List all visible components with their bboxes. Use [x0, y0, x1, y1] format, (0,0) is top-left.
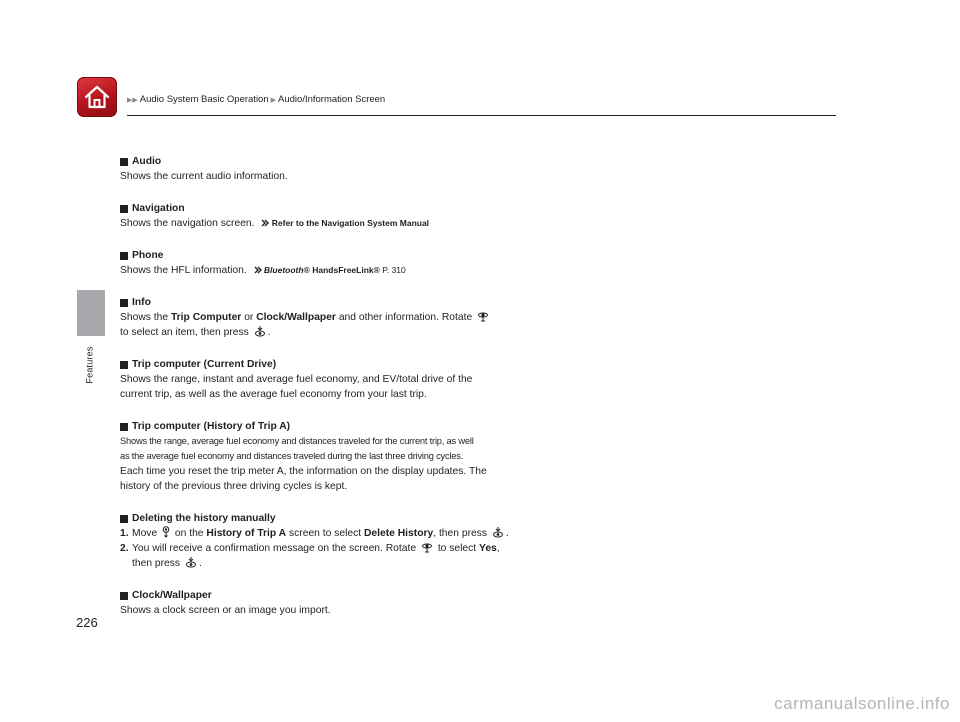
square-bullet-icon	[120, 158, 128, 166]
section-heading	[120, 248, 580, 263]
body-text: Shows the range, average fuel economy and distances traveled for the current trip, as well	[120, 436, 474, 446]
reference-arrow-icon	[261, 219, 269, 227]
interface-dial-press-icon	[254, 325, 266, 337]
square-bullet-icon	[120, 252, 128, 260]
breadcrumb-arrow-icon: ▶▶	[127, 96, 138, 104]
step-text	[132, 526, 509, 541]
section-body	[120, 263, 580, 278]
body-text: or	[241, 312, 257, 323]
heading-text: Phone	[132, 250, 164, 261]
section-trip-current	[120, 357, 580, 402]
section-body: Shows the current audio information.	[120, 171, 288, 182]
heading-text: Navigation	[132, 203, 185, 214]
section-body	[120, 310, 580, 340]
page-content	[120, 154, 580, 635]
navigation-manual-link[interactable]	[261, 218, 429, 228]
section-body	[120, 372, 580, 402]
step-number: 1.	[120, 528, 129, 539]
square-bullet-icon	[120, 592, 128, 600]
heading-text: Trip computer (Current Drive)	[132, 359, 277, 370]
body-text: to select an item, then press	[120, 327, 252, 338]
body-text: current trip, as well as the average fuel economy from your last trip.	[120, 389, 427, 400]
body-text: then press	[132, 558, 183, 569]
body-text: Each time you reset the trip meter A, the information on the display updates. The	[120, 466, 487, 477]
step-text	[132, 541, 500, 571]
body-text: , then press	[433, 528, 490, 539]
section-phone	[120, 248, 580, 278]
heading-text: Audio	[132, 156, 162, 167]
square-bullet-icon	[120, 423, 128, 431]
section-heading	[120, 511, 580, 526]
interface-dial-rotate-icon	[477, 310, 489, 322]
heading-text: Trip computer (History of Trip A)	[132, 421, 291, 432]
watermark: carmanualsonline.info	[774, 694, 950, 713]
section-navigation	[120, 201, 580, 231]
link-text: Refer to the Navigation System Manual	[271, 218, 430, 228]
body-text: .	[198, 558, 202, 569]
body-text: .	[505, 528, 509, 539]
header-divider	[127, 115, 836, 116]
home-button[interactable]	[77, 77, 117, 117]
term-yes: Yes	[479, 543, 497, 554]
section-heading	[120, 154, 580, 169]
section-audio	[120, 154, 580, 184]
body-text: Move	[132, 528, 161, 539]
section-heading	[120, 201, 580, 216]
section-body	[120, 434, 580, 494]
body-text: Shows the range, instant and average fuel economy, and EV/total drive of the	[120, 374, 473, 385]
square-bullet-icon	[120, 515, 128, 523]
body-text: You will receive a confirmation message on the screen. Rotate	[132, 543, 419, 554]
interface-dial-rotate-icon	[421, 541, 433, 553]
term-clock-wallpaper: Clock/Wallpaper	[256, 312, 336, 323]
section-info	[120, 295, 580, 340]
step-number: 2.	[120, 543, 129, 554]
breadcrumb-page-link[interactable]: Audio/Information Screen	[278, 94, 386, 105]
section-body: Shows a clock screen or an image you import.	[120, 605, 331, 616]
chapter-label: Features	[84, 346, 95, 384]
breadcrumb-section-link[interactable]: Audio System Basic Operation	[139, 94, 269, 105]
section-heading	[120, 588, 580, 603]
interface-dial-press-icon	[185, 556, 197, 568]
body-text: Shows the	[120, 312, 171, 323]
breadcrumb	[127, 94, 385, 105]
section-heading	[120, 419, 580, 434]
body-text: Shows the navigation screen.	[120, 218, 255, 229]
body-text: screen to select	[286, 528, 364, 539]
section-body	[120, 216, 580, 231]
step-1	[120, 526, 580, 541]
heading-text: Deleting the history manually	[132, 513, 276, 524]
section-trip-history	[120, 419, 580, 494]
link-page: P. 310	[382, 265, 406, 275]
link-text: ® HandsFreeLink®	[303, 265, 380, 275]
section-clock-wallpaper	[120, 588, 580, 618]
term-trip-computer: Trip Computer	[170, 312, 242, 323]
handsfreelink-link[interactable]	[254, 265, 406, 275]
page-number: 226	[76, 615, 98, 630]
section-deleting-history	[120, 511, 580, 571]
body-text: and other information. Rotate	[335, 312, 476, 323]
link-text-italic: Bluetooth	[263, 265, 304, 275]
body-text: as the average fuel economy and distances traveled during the last three driving cycles.	[120, 451, 464, 461]
interface-dial-press-icon	[492, 526, 504, 538]
square-bullet-icon	[120, 361, 128, 369]
term-history-of-trip-a: History of Trip A	[206, 528, 287, 539]
section-heading	[120, 295, 580, 310]
breadcrumb-arrow-icon: ▶	[270, 96, 277, 104]
interface-dial-move-icon	[162, 526, 170, 538]
chapter-tab[interactable]	[77, 290, 105, 336]
home-icon	[83, 84, 111, 110]
heading-text: Info	[132, 297, 151, 308]
square-bullet-icon	[120, 299, 128, 307]
heading-text: Clock/Wallpaper	[132, 590, 212, 601]
body-text: on the	[172, 528, 207, 539]
body-text: .	[267, 327, 271, 338]
step-2	[120, 541, 580, 571]
body-text: history of the previous three driving cycles is kept.	[120, 481, 348, 492]
reference-arrow-icon	[254, 266, 262, 274]
body-text: ,	[496, 543, 500, 554]
term-delete-history: Delete History	[363, 528, 434, 539]
square-bullet-icon	[120, 205, 128, 213]
section-heading	[120, 357, 580, 372]
body-text: to select	[434, 543, 480, 554]
body-text: Shows the HFL information.	[120, 265, 247, 276]
